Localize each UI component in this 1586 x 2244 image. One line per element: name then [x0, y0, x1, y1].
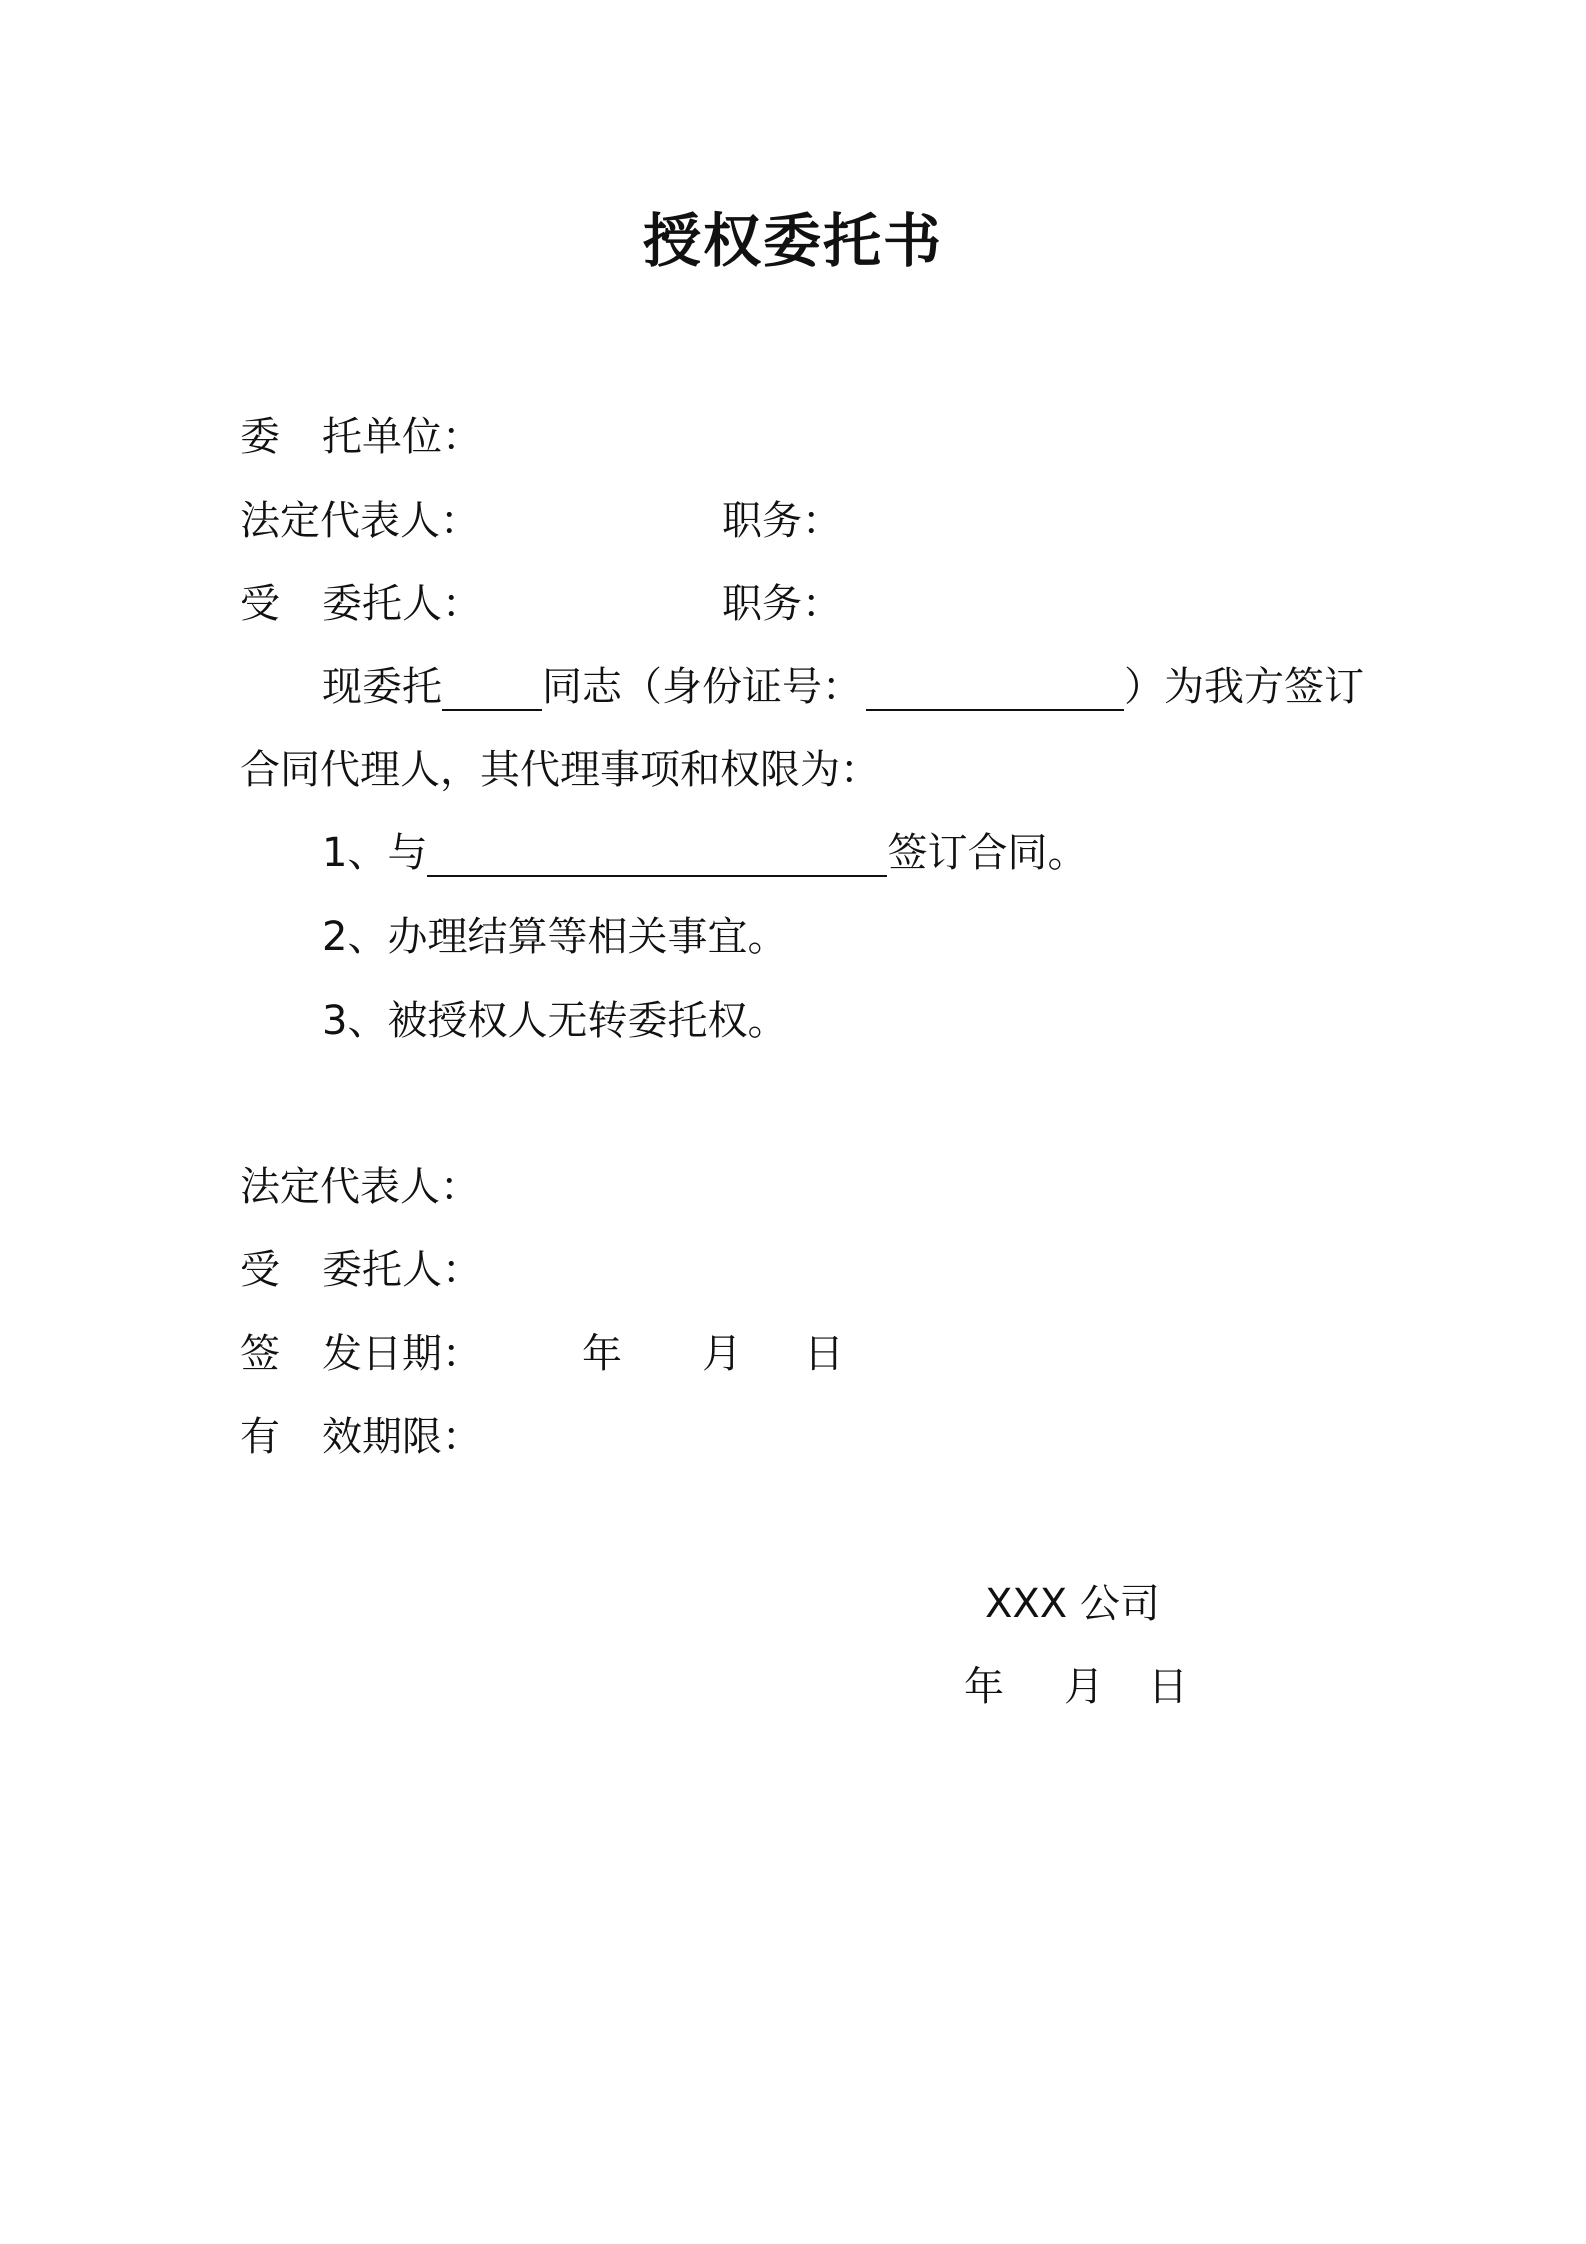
issue-date-month: 月	[702, 1331, 742, 1377]
authority-item-3: 3、被授权人无转委托权。	[322, 998, 788, 1044]
issue-date-day: 日	[804, 1331, 844, 1377]
sign-legal-rep-label: 法定代表人：	[240, 1164, 480, 1210]
company-name: XXX 公司	[985, 1581, 1160, 1627]
validity-label: 效期限：	[322, 1414, 482, 1460]
counterparty-blank	[427, 833, 887, 877]
id-number-blank	[866, 667, 1124, 711]
document-title: 授权委托书	[642, 207, 943, 275]
agent-label: 委托人：	[322, 581, 482, 627]
company-date-day: 日	[1148, 1664, 1188, 1710]
company-date-month: 月	[1064, 1664, 1104, 1710]
entrusting-unit-label: 托单位：	[322, 414, 482, 460]
company-date-year: 年	[964, 1664, 1004, 1710]
validity-label-char: 有	[240, 1414, 280, 1460]
sign-agent-label: 委托人：	[322, 1247, 482, 1293]
entrusting-unit-label-char: 委	[240, 414, 280, 460]
agent-name-blank	[442, 667, 542, 711]
authority-item-2: 2、办理结算等相关事宜。	[322, 914, 788, 960]
entrust-text-c: ）为我方签订	[1124, 664, 1364, 710]
sign-agent-label-char: 受	[240, 1247, 280, 1293]
entrust-text-b: 同志（身份证号：	[542, 664, 862, 710]
item1-text-a: 1、与	[322, 830, 428, 876]
agent-position-label: 职务：	[722, 581, 842, 627]
authority-item-1	[322, 829, 1087, 877]
issue-date-label: 发日期：	[322, 1331, 482, 1377]
issue-date-label-char: 签	[240, 1331, 280, 1377]
entrust-text-a: 现委托	[322, 664, 442, 710]
legal-rep-label: 法定代表人：	[240, 498, 480, 544]
issue-date-year: 年	[582, 1331, 622, 1377]
legal-rep-position-label: 职务：	[722, 498, 842, 544]
entrust-sentence	[322, 663, 1364, 711]
entrust-sentence-continued: 合同代理人，其代理事项和权限为：	[240, 747, 880, 793]
item1-text-b: 签订合同。	[887, 830, 1088, 876]
agent-label-char: 受	[240, 581, 280, 627]
